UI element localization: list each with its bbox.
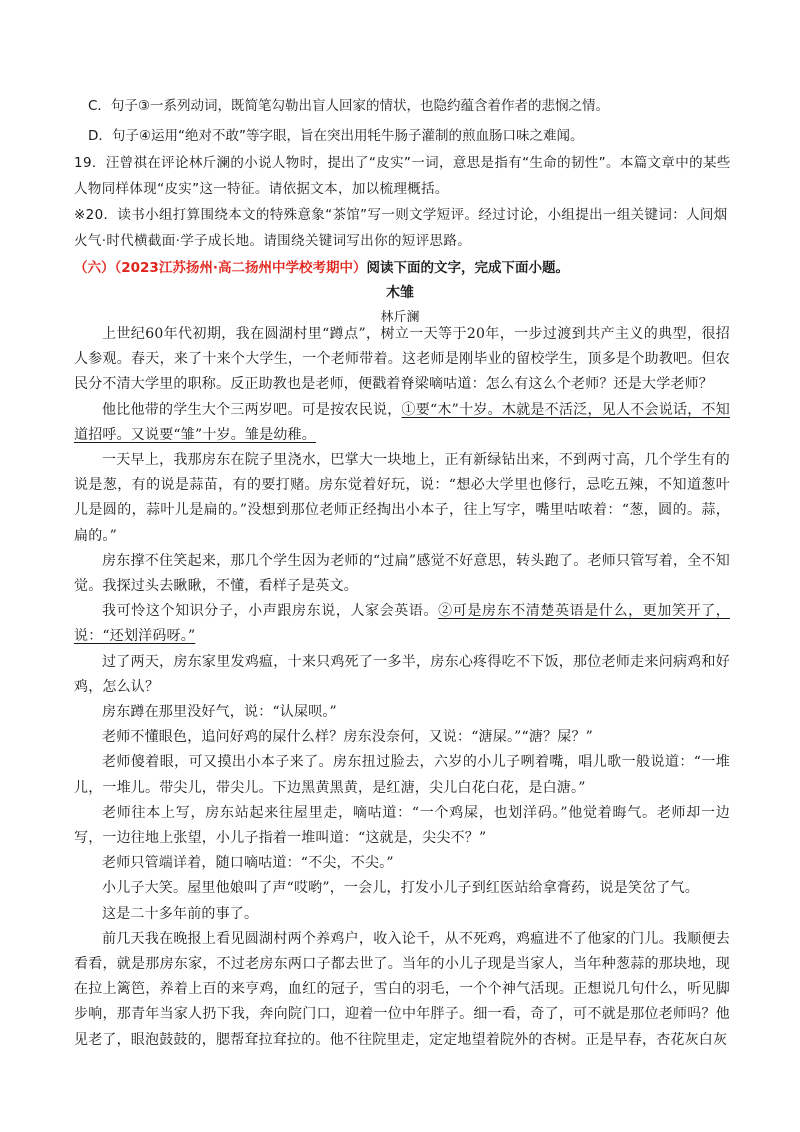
article-title: 木雏 (386, 285, 414, 301)
paragraph: 老师只管端详着，随口嘀咕道：“不尖，不尖。” (102, 855, 394, 872)
underlined-sentence-2: ②可是房东不清楚英语是什么，更加笑开了，说：“还划洋码呀。” (74, 603, 730, 645)
paragraph: 老师不懂眼色，追问好鸡的屎什么样？房东没奈何，又说：“溏屎。”“溏？屎？” (102, 729, 594, 746)
paragraph: 房东蹲在那里没好气，说：“认屎呗。” (102, 704, 337, 721)
paragraph-text: 他比他带的学生大个三两岁吧。可是按农民说， (102, 401, 402, 418)
paragraph (74, 398, 730, 448)
paragraph: 前几天我在晚报上看见圆湖村两个养鸡户，收入论千，从不死鸡，鸡瘟进不了他家的门儿。我顺便去看看，就是那房东家，不过老房东两口子都去世了。当年的小儿子现是当家人，当年种葱蒜的那块地，现在拉上篱笆，养着上百的来亨鸡，血红的冠子，雪白的羽毛，一个个神气活现。正想说几句什么，听见脚步响，那青年当家人扔下我，奔向院门口，迎着一位中年胖子。细一看，奇了，可不就是那位老师吗？他见老了，眼泡鼓鼓的，腮帮耷拉耷拉的。他不往院里走，定定地望着院外的杏树。正是早春，杏花灰白灰 (74, 930, 730, 1048)
article-body (74, 322, 730, 1053)
question-20: ※20．读书小组打算围绕本文的特殊意象“茶馆”写一则文学短评。经过讨论，小组提出一组关键词：人间烟火气·时代横截面·学子成长地。请围绕关键词写出你的短评思路。 (74, 207, 728, 249)
option-c: C．句子③一系列动词，既简笔勾勒出盲人回家的情状，也隐约蕴含着作者的悲悯之情。 (88, 98, 610, 114)
question-19: 19．汪曾祺在评论林斤澜的小说人物时，提出了“皮实”一词，意思是指有“生命的韧性”。本篇文章中的某些人物同样体现“皮实”这一特征。请依据文本，加以梳理概括。 (74, 155, 731, 197)
paragraph: 房东撑不住笑起来，那几个学生因为老师的“过扁”感觉不好意思，转头跑了。老师只管写着，全不知觉。我探过头去瞅瞅，不懂，看样子是英文。 (74, 552, 730, 595)
paragraph: 过了两天，房东家里发鸡瘟，十来只鸡死了一多半，房东心疼得吃不下饭，那位老师走来问病鸡和好鸡，怎么认？ (74, 653, 730, 695)
paragraph: 小儿子大笑。屋里他娘叫了声“哎哟”，一会儿，打发小儿子到红医站给拿膏药，说是笑岔了气。 (102, 880, 699, 897)
paragraph: 上世纪60年代初期，我在圆湖村里“蹲点”，树立一天等于20年，一步过渡到共产主义的典型，很招人参观。春天，来了十来个大学生，一个老师带着。这老师是刚毕业的留校学生，顶多是个助教吧。但农民分不清大学里的职称。反正助教也是老师，便戳着脊梁嘀咕道：怎么有这么个老师？还是大学老师？ (74, 326, 730, 393)
paragraph: 老师傻着眼，可又摸出小本子来了。房东扭过脸去，六岁的小儿子咧着嘴，唱儿歌一般说道：“一堆儿，一堆儿。带尖儿，带尖儿。下边黑黄黑黄，是红溏，尖儿白花白花，是白溏。” (74, 754, 730, 796)
underlined-sentence-1: ①要“木”十岁。木就是不活泛，见人不会说话，不知道招呼。又说要“雏”十岁。雏是幼稚。 (74, 401, 730, 443)
paragraph (74, 599, 730, 649)
paragraph: 一天早上，我那房东在院子里浇水，巴掌大一块地上，正有新绿钻出来，不到两寸高，几个学生有的说是葱，有的说是蒜苗，有的要打赌。房东觉着好玩，说：“想必大学里也修行，忌吃五辣，不知道葱叶儿是圆的，蒜叶儿是扁的。”没想到那位老师正经掏出小本子，往上写字，嘴里咕哝着：“葱，圆的。蒜，扁的。” (74, 452, 730, 544)
option-d: D．句子④运用“绝对不敢”等字眼，旨在突出用牦牛肠子灌制的煎血肠口味之难闻。 (88, 128, 584, 144)
paragraph-text: 我可怜这个知识分子，小声跟房东说，人家会英语。 (102, 603, 439, 620)
section-source: （2023江苏扬州·高二扬州中学校考期中） (114, 260, 367, 276)
section-instruction: 阅读下面的文字，完成下面小题。 (366, 260, 569, 276)
article-author: 林斤澜 (380, 310, 420, 325)
paragraph: 老师往本上写，房东站起来往屋里走，嘀咕道：“一个鸡屎，也划洋码。”他觉着晦气。老师却一边写，一边往地上张望，小儿子指着一堆叫道：“这就是，尖尖不？” (74, 804, 730, 847)
paragraph: 这是二十多年前的事了。 (102, 905, 259, 922)
section-header (74, 258, 569, 278)
section-number: （六） (74, 260, 115, 276)
